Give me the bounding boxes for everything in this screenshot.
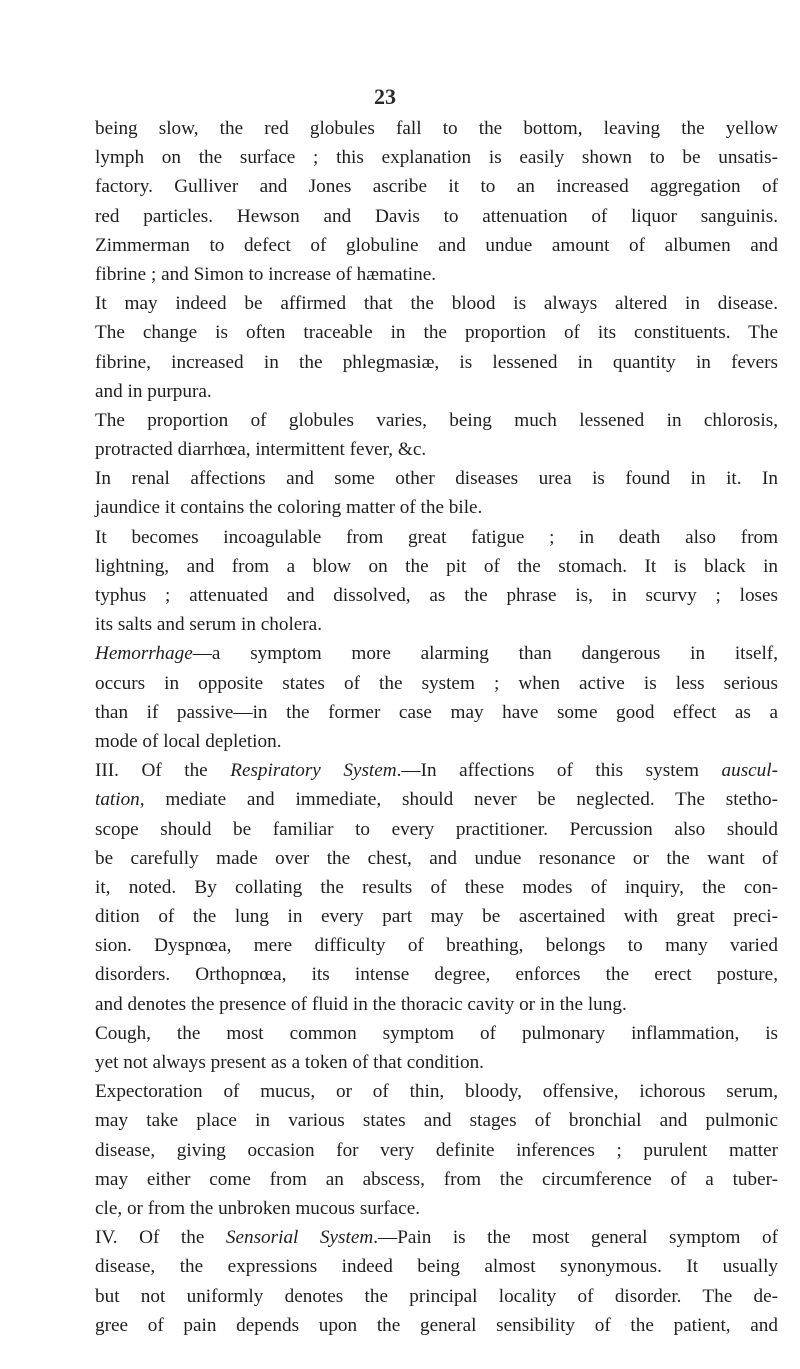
text-line [95, 639, 778, 668]
text-segment: fibrine, increased in the phlegmasiæ, is lessened in quantity in fevers [95, 351, 778, 373]
text-segment: it, noted. By collating the results of these modes of inquiry, the con- [95, 876, 778, 898]
text-segment: being slow, the red globules fall to the bottom, leaving the yellow [95, 118, 778, 139]
text-segment: disease, giving occasion for very definite inferences ; purulent matter [95, 1139, 778, 1161]
italic-text: Sensorial System [225, 1227, 374, 1249]
text-segment: sion. Dyspnœa, mere difficulty of breathing, belongs to many varied [95, 935, 778, 957]
text-segment: It may indeed be affirmed that the blood is always altered in disease. [95, 293, 778, 315]
text-segment: occurs in opposite states of the system ; when active is less serious [95, 672, 778, 694]
text-line [95, 202, 778, 231]
text-segment: but not uniformly denotes the principal locality of disorder. The de- [95, 1285, 778, 1307]
text-segment: Expectoration of mucus, or of thin, bloody, offensive, ichorous serum, [95, 1081, 778, 1103]
text-line [95, 1252, 778, 1281]
text-segment: lightning, and from a blow on the pit of the stomach. It is black in [95, 555, 778, 577]
text-line [95, 581, 778, 610]
text-line [95, 1019, 778, 1048]
text-segment: may either come from an abscess, from the circumference of a tuber- [95, 1168, 778, 1190]
text-line [95, 1282, 778, 1311]
text-line [95, 289, 778, 318]
text-line [95, 815, 778, 844]
text-segment: fibrine ; and Simon to increase of hæmatine. [95, 263, 437, 285]
text-line [95, 1223, 778, 1252]
page-number: 23 [374, 84, 396, 109]
text-line [95, 1311, 778, 1340]
text-line [95, 844, 778, 873]
text-line [95, 698, 778, 727]
text-segment: disorders. Orthopnœa, its intense degree, enforces the erect posture, [95, 964, 778, 986]
text-line [95, 523, 778, 552]
text-line [95, 143, 778, 172]
text-segment: and in purpura. [95, 380, 212, 402]
text-segment: protracted diarrhœa, intermittent fever, &c. [95, 439, 427, 461]
text-line [95, 1136, 778, 1165]
text-segment: disease, the expressions indeed being almost synonymous. It usually [95, 1256, 778, 1278]
text-segment: Zimmerman to defect of globuline and undue amount of albumen and [95, 234, 778, 256]
text-line [95, 1048, 778, 1077]
text-segment: jaundice it contains the coloring matter of the bile. [95, 497, 483, 519]
text-line [95, 318, 778, 347]
text-line [95, 464, 778, 493]
text-line [95, 756, 778, 785]
text-segment: .—In affections of this system [396, 760, 722, 782]
text-line [95, 902, 778, 931]
text-segment: typhus ; attenuated and dissolved, as the phrase is, in scurvy ; loses [95, 585, 778, 606]
text-line [95, 669, 778, 698]
text-segment: scope should be familiar to every practitioner. Percussion also should [95, 818, 778, 840]
italic-text: tation [95, 789, 140, 811]
text-line [95, 172, 778, 201]
text-segment: , mediate and immediate, should never be neglected. The stetho- [139, 789, 778, 811]
text-line [95, 1106, 778, 1135]
text-segment: In renal affections and some other diseases urea is found in it. In [95, 468, 778, 490]
text-segment: lymph on the surface ; this explanation is easily shown to be unsatis- [95, 147, 778, 169]
text-line [95, 552, 778, 581]
text-line [95, 114, 778, 143]
text-line [95, 435, 778, 464]
italic-text: Hemorrhage [95, 643, 193, 665]
text-segment: red particles. Hewson and Davis to attenuation of liquor sanguinis. [95, 205, 778, 227]
text-segment: mode of local depletion. [95, 730, 282, 752]
text-segment: Cough, the most common symptom of pulmonary inflammation, is [95, 1022, 778, 1044]
text-segment: yet not always present as a token of that condition. [95, 1052, 484, 1073]
text-line [95, 960, 778, 989]
text-segment: .—Pain is the most general symptom of [373, 1227, 778, 1249]
text-segment: It becomes incoagulable from great fatigue ; in death also from [95, 526, 778, 548]
text-line [95, 1194, 778, 1223]
text-segment: IV. Of the [95, 1227, 226, 1249]
text-segment: may take place in various states and stages of bronchial and pulmonic [95, 1110, 778, 1132]
text-line [95, 260, 778, 289]
text-segment: cle, or from the unbroken mucous surface. [95, 1197, 421, 1219]
text-line [95, 727, 778, 756]
body-text [95, 114, 778, 1340]
text-line [95, 348, 778, 377]
text-segment: —a symptom more alarming than dangerous in itself, [192, 643, 778, 665]
text-line [95, 377, 778, 406]
text-line [95, 785, 778, 814]
text-segment: The proportion of globules varies, being much lessened in chlorosis, [95, 409, 778, 431]
text-line [95, 610, 778, 639]
text-segment: dition of the lung in every part may be ascertained with great preci- [95, 906, 778, 928]
text-segment: than if passive—in the former case may have some good effect as a [95, 701, 778, 723]
italic-text: auscul- [721, 760, 778, 782]
text-segment: gree of pain depends upon the general sensibility of the patient, and [95, 1314, 778, 1336]
italic-text: Respiratory System [230, 760, 397, 782]
text-segment: III. Of the [95, 760, 231, 782]
text-line [95, 1165, 778, 1194]
text-segment: factory. Gulliver and Jones ascribe it to an increased aggregation of [95, 176, 778, 198]
text-line [95, 873, 778, 902]
text-segment: be carefully made over the chest, and undue resonance or the want of [95, 847, 778, 869]
text-line [95, 990, 778, 1019]
text-segment: The change is often traceable in the proportion of its constituents. The [95, 322, 778, 344]
text-segment: its salts and serum in cholera. [95, 614, 322, 636]
text-line [95, 1077, 778, 1106]
text-line [95, 406, 778, 435]
text-line [95, 931, 778, 960]
text-line [95, 493, 778, 522]
text-segment: and denotes the presence of fluid in the thoracic cavity or in the lung. [95, 993, 627, 1015]
text-line [95, 231, 778, 260]
